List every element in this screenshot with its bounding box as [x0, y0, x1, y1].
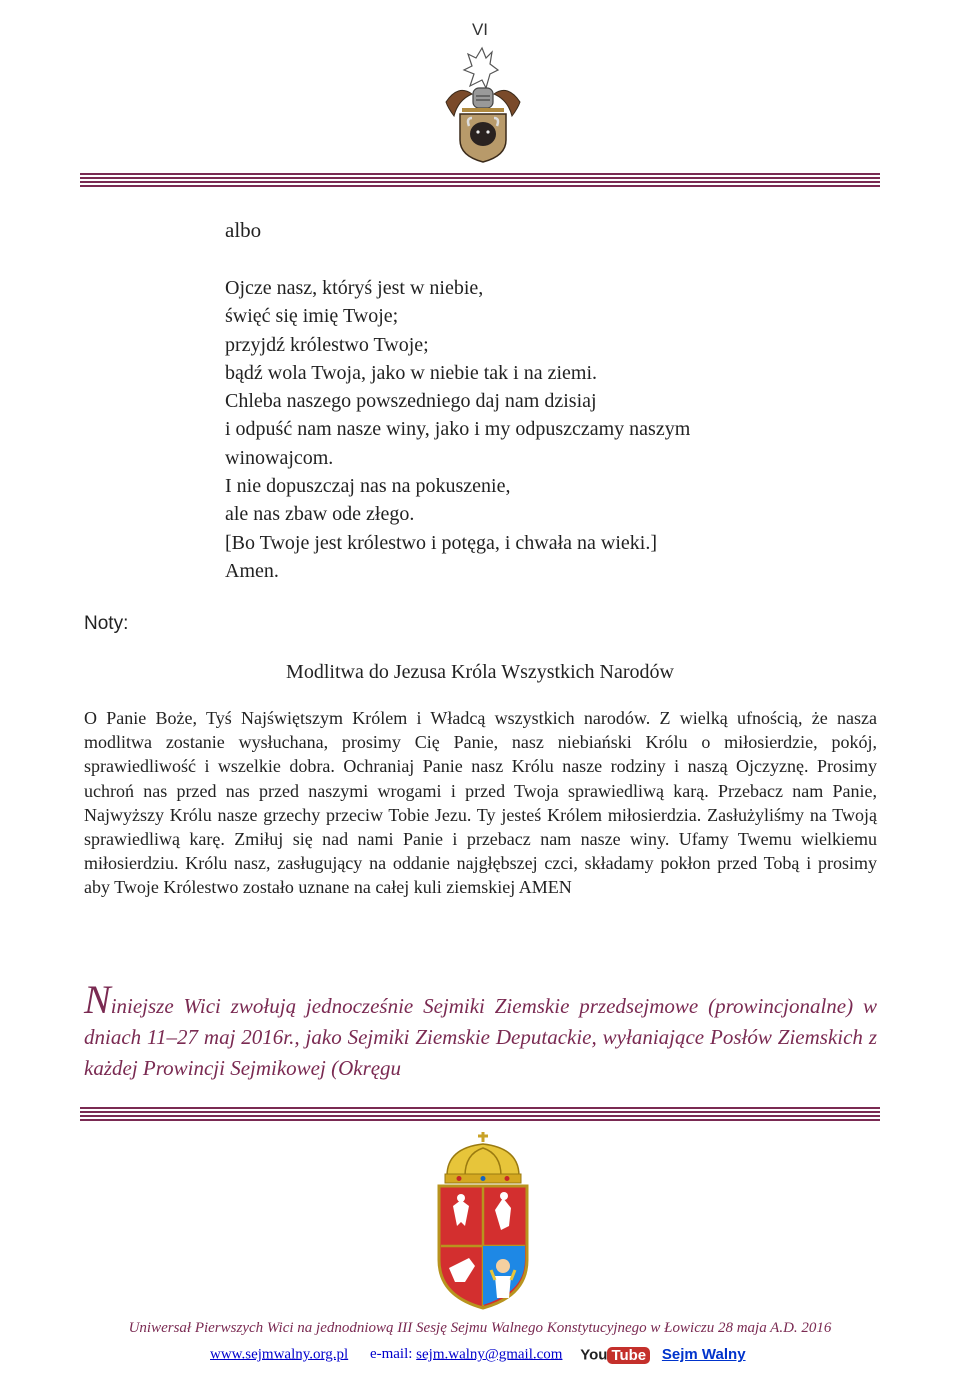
email-label: e-mail: [369, 1346, 413, 1363]
youtube-tube: Tube [607, 1347, 650, 1364]
decorative-rule-top [80, 173, 880, 187]
lords-prayer [225, 274, 690, 585]
albo-label: albo [225, 218, 262, 242]
sejm-walny-link[interactable]: Sejm Walny [661, 1346, 746, 1364]
prayer-line: [Bo Twoje jest królestwo i potęga, i chwała na wieki.] [225, 531, 658, 554]
notes-label: Noty: [84, 613, 129, 634]
footer-links [210, 1346, 746, 1364]
prayer-line: święć się imię Twoje; [225, 305, 399, 328]
prayer-line: przyjdź królestwo Twoje; [225, 333, 429, 356]
prayer-line: Ojcze nasz, któryś jest w niebie, [225, 277, 484, 299]
youtube-logo-icon[interactable] [580, 1346, 650, 1364]
prayer-line: Chleba naszego powszedniego daj nam dzisiaj [225, 390, 597, 413]
email-link[interactable]: sejm.walny@gmail.com [416, 1346, 563, 1363]
notice-initial: N [84, 977, 111, 1022]
commonwealth-coat-of-arms [425, 1130, 541, 1310]
prayer-title: Modlitwa do Jezusa Króla Wszystkich Narodów [286, 661, 674, 683]
convocation-notice [84, 977, 877, 1084]
prayer-line: ale nas zbaw ode złego. [225, 503, 415, 526]
prayer-line: winowajcom. [225, 446, 334, 469]
footer-universal-line: Uniwersał Pierwszych Wici na jednodniową III Sesję Sejmu Walnego Konstytucyjnego w Łowiczu 28 maja A.D. 2016 [128, 1320, 832, 1336]
prayer-line: bądź wola Twoja, jako w niebie tak i na ziemi. [225, 361, 598, 384]
website-link[interactable]: www.sejmwalny.org.pl [210, 1346, 349, 1363]
prayer-body: O Panie Boże, Tyś Najświętszym Królem i Władcą wszystkich narodów. Z wielką ufnością, że nasza modlitwa zostanie wysłuchana, prosimy Cię Panie, nasz niebiański Królu o miłosierdzie, pokój, sprawiedliwość i wszelkie dobra. Ochraniaj Panie nasz Królu nasze rodziny i naszą Ojczyznę. Prosimy uchroń nas przed nas przed naszymi wrogami i przed Twoja sprawiedliwą karą. Przebacz nam Panie, Najwyższy Królu nasze grzechy przeciw Tobie Jezu. Ty jesteś Królem miłosierdzia. Zasłużyliśmy na Twoją sprawiedliwą karę. Zmiłuj się nad nami Panie i przebacz nam nasze winy. Ufamy Twemu wielkiemu miłosierdziu. Królu nasz, zasługujący na oddanie najgłębszej czci, składamy pokłon przed Tobą i prosimy aby Twoje Królestwo zostało uznane na całej kuli ziemskiej AMEN [84, 708, 877, 898]
notice-text: iniejsze Wici zwołują jednocześnie Sejmiki Ziemskie przedsejmowe (prowincjonalne) w dniach 11–27 maj 2016r., jako Sejmiki Ziemskie Deputackie, wyłaniające Posłów Ziemskich z każdej Prowincji Sejmikowej (Okręgu [84, 994, 877, 1080]
coat-of-arms-top [438, 44, 528, 166]
prayer-line: I nie dopuszczaj nas na pokuszenie, [225, 475, 511, 498]
decorative-rule-bottom [80, 1107, 880, 1121]
prayer-line: i odpuść nam nasze winy, jako i my odpuszczamy naszym [225, 418, 691, 441]
youtube-you: You [580, 1346, 608, 1364]
page-number: VI [471, 20, 489, 39]
prayer-line: Amen. [225, 559, 279, 582]
